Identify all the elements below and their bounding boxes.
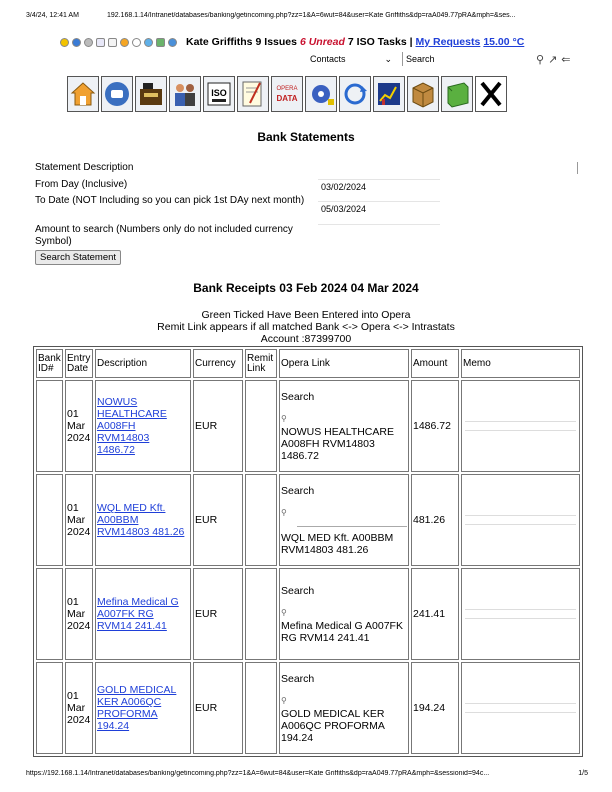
cell-remit-link[interactable] [245, 474, 277, 566]
issues-count[interactable]: 9 Issues [255, 36, 297, 48]
info-block [0, 309, 612, 345]
magnifier-icon[interactable]: ⚲ [281, 413, 287, 423]
cell-remit-link[interactable] [245, 380, 277, 472]
star-outline-icon[interactable] [132, 38, 141, 47]
cell-bank-id [36, 380, 63, 472]
opera-data-icon[interactable] [271, 76, 303, 112]
opera-link-text: NOWUS HEALTHCARE A008FH RVM14803 1486.72 [281, 425, 394, 462]
cell-bank-id [36, 568, 63, 660]
print-url: 192.168.1.14/Intranet/databases/banking/getincoming.php?zz=1&A=6wut=84&user=Kate Griffiths&dp=raA049.77pRA&mph=&ses... [106, 12, 516, 19]
external-link-icon[interactable]: ↗ [548, 53, 558, 66]
magnifier-icon[interactable]: ⚲ [281, 607, 287, 617]
amount-label: Amount to search (Numbers only do not included currency Symbol) [35, 224, 293, 247]
telephone-icon[interactable] [101, 76, 133, 112]
cell-bank-id [36, 474, 63, 566]
home-icon[interactable] [67, 76, 99, 112]
statement-description-field[interactable] [318, 162, 440, 176]
magnifier-icon[interactable]: ⚲ [536, 53, 545, 66]
iso-icon[interactable] [203, 76, 235, 112]
opera-search-label: Search [281, 484, 315, 497]
header-entry-date: Entry Date [65, 349, 93, 378]
chat-icon[interactable] [144, 38, 153, 47]
calendar-icon[interactable] [96, 38, 105, 47]
close-icon[interactable] [475, 76, 507, 112]
table-row [36, 662, 580, 754]
data-label: DATA [276, 94, 298, 103]
my-requests-link[interactable]: My Requests [415, 36, 481, 48]
box-icon[interactable] [407, 76, 439, 112]
table-row [36, 474, 580, 566]
to-date-field[interactable]: 05/03/2024 [318, 201, 440, 215]
memo-input[interactable] [465, 703, 576, 713]
opera-search-label: Search [281, 672, 315, 685]
cell-amount: 1486.72 [411, 380, 459, 472]
processing-gear-icon[interactable] [305, 76, 337, 112]
memo-input[interactable] [465, 515, 576, 525]
section-title: Bank Receipts 03 Feb 2024 04 Mar 2024 [193, 281, 419, 295]
to-date-label: To Date (NOT Including so you can pick 1st DAy next month) [35, 195, 305, 206]
cash-register-icon[interactable] [135, 76, 167, 112]
opera-search-label: Search [281, 584, 315, 597]
cell-currency: EUR [193, 380, 243, 472]
opera-label: OPERA [276, 86, 298, 92]
magnifier-icon[interactable]: ⚲ [281, 695, 287, 705]
chart-icon[interactable] [373, 76, 405, 112]
description-link[interactable]: WQL MED Kft. A00BBM RVM14803 481.26 [97, 502, 185, 538]
cell-entry-date: 01 Mar 2024 [65, 662, 93, 754]
star-icon[interactable] [60, 38, 69, 47]
statement-description-label: Statement Description [35, 162, 134, 173]
description-link[interactable]: GOLD MEDICAL KER A006QC PROFORMA 194.24 [97, 684, 177, 732]
cell-currency: EUR [193, 474, 243, 566]
iso-tasks[interactable]: 7 ISO Tasks | [347, 36, 413, 48]
cell-currency: EUR [193, 662, 243, 754]
print-page-number: 1/5 [578, 770, 588, 777]
nav-icon-bar [67, 76, 507, 112]
back-arrow-icon[interactable]: ⇐ [561, 53, 571, 66]
smiley-icon[interactable] [120, 38, 129, 47]
info-line-1: Green Ticked Have Been Entered into Opera [201, 309, 411, 321]
print-datetime: 3/4/24, 12:41 AM [26, 12, 79, 19]
magnifier-icon[interactable]: ⚲ [281, 507, 407, 531]
cell-amount: 481.26 [411, 474, 459, 566]
search-input[interactable]: Search [402, 52, 522, 66]
cell-bank-id [36, 662, 63, 754]
header-memo: Memo [461, 349, 580, 378]
description-link[interactable]: NOWUS HEALTHCARE A008FH RVM14803 1486.72 [97, 396, 167, 456]
gear-icon[interactable] [84, 38, 93, 47]
user-name: Kate Griffiths [186, 36, 253, 48]
memo-input[interactable] [465, 421, 576, 431]
memo-input[interactable] [465, 609, 576, 619]
cell-amount: 241.41 [411, 568, 459, 660]
globe-icon[interactable] [72, 38, 81, 47]
from-day-label: From Day (Inclusive) [35, 179, 128, 190]
from-day-field[interactable]: 03/02/2024 [318, 179, 440, 193]
temperature-readout: 15.00 °C [483, 36, 525, 48]
cell-remit-link[interactable] [245, 662, 277, 754]
print-footer-url: https://192.168.1.14/Intranet/databases/banking/getincoming.php?zz=1&A=6wut=84&user=Kate Griffiths&dp=raA049.77pRA&mph=&sessionid=94c... [26, 770, 490, 777]
opera-link-text: WQL MED Kft. A00BBM RVM14803 481.26 [281, 531, 394, 556]
people-icon[interactable] [169, 76, 201, 112]
header-amount: Amount [411, 349, 459, 378]
opera-search-input[interactable] [297, 526, 407, 527]
cell-remit-link[interactable] [245, 568, 277, 660]
book-icon[interactable] [441, 76, 473, 112]
page-title: Bank Statements [257, 130, 355, 144]
image-icon[interactable] [156, 38, 165, 47]
document-pen-icon[interactable] [237, 76, 269, 112]
refresh-icon[interactable] [339, 76, 371, 112]
header-opera-link: Opera Link [279, 349, 409, 378]
opera-link-text: GOLD MEDICAL KER A006QC PROFORMA 194.24 [281, 707, 385, 744]
opera-search-label: Search [281, 390, 315, 403]
contacts-select-label: Contacts [310, 54, 346, 64]
header-currency: Currency [193, 349, 243, 378]
opera-link-text: Mefina Medical G A007FK RG RVM14 241.41 [281, 619, 403, 644]
unread-count[interactable]: 6 Unread [299, 36, 345, 48]
table-row [36, 568, 580, 660]
table-row [36, 380, 580, 472]
description-link[interactable]: Mefina Medical G A007FK RG RVM14 241.41 [97, 596, 179, 632]
print-footer [26, 770, 588, 777]
print-header [26, 12, 586, 19]
cell-entry-date: 01 Mar 2024 [65, 568, 93, 660]
header-description: Description [95, 349, 191, 378]
chevron-down-icon: ⌄ [384, 53, 392, 64]
iso-icon-label: ISO [211, 88, 227, 98]
table-header-row [36, 349, 580, 378]
status-bar [60, 36, 590, 48]
clipboard-icon[interactable] [108, 38, 117, 47]
field-divider [577, 162, 578, 174]
bank-receipts-table [33, 346, 583, 757]
user-icon[interactable] [168, 38, 177, 47]
cell-entry-date: 01 Mar 2024 [65, 380, 93, 472]
search-statement-button[interactable]: Search Statement [35, 250, 121, 265]
cell-currency: EUR [193, 568, 243, 660]
cell-entry-date: 01 Mar 2024 [65, 474, 93, 566]
cell-amount: 194.24 [411, 662, 459, 754]
tool-row [306, 52, 571, 66]
info-line-3: Account :87399700 [260, 333, 352, 345]
contacts-select[interactable] [306, 52, 396, 66]
header-remit-link: Remit Link [245, 349, 277, 378]
amount-field[interactable] [318, 224, 440, 238]
info-line-2: Remit Link appears if all matched Bank <-> Opera <-> Intrastats [157, 321, 455, 333]
header-bank-id: Bank ID# [36, 349, 63, 378]
